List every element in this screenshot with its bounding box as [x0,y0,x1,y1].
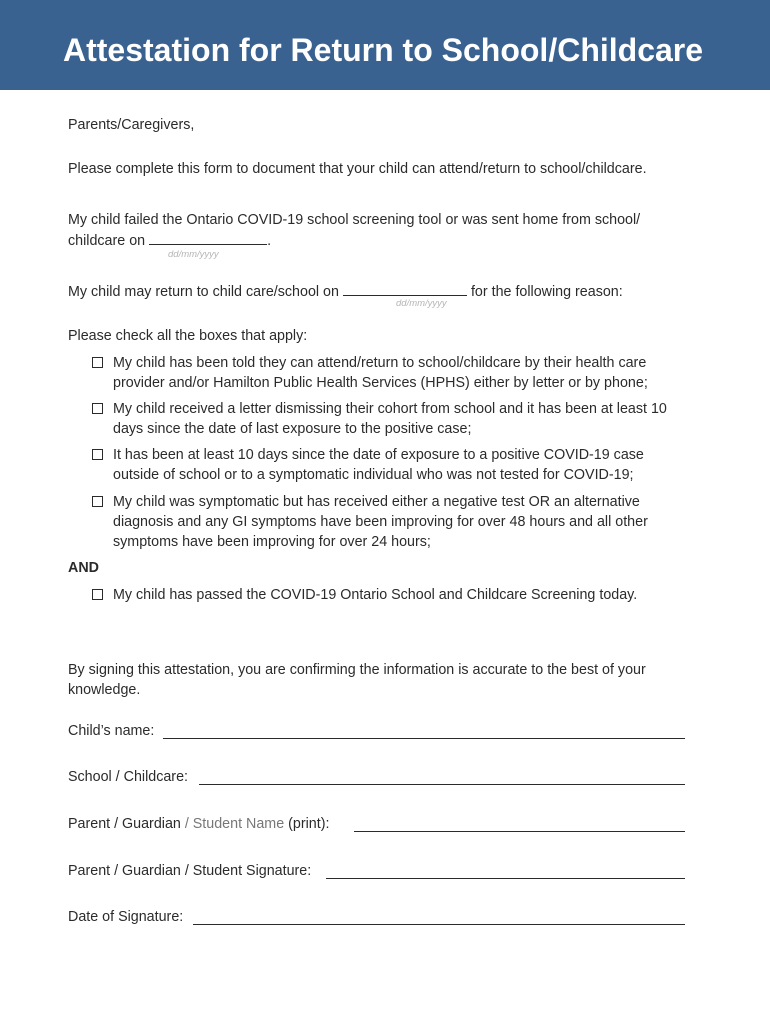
checklist-item-1-line-2: provider and/or Hamilton Public Health Services (HPHS) either by letter or by phone; [113,375,648,391]
return-line [68,281,623,302]
screening-line-1: My child failed the Ontario COVID-19 school screening tool or was sent home from school/ [68,212,641,228]
signature-label: Parent / Guardian / Student Signature: [68,863,312,879]
date-of-signature-label: Date of Signature: [68,909,184,925]
attestation-statement [68,660,708,700]
checkbox-2[interactable] [92,403,103,414]
checkbox-1[interactable] [92,357,103,368]
checkbox-5[interactable] [92,589,103,600]
checkbox-4[interactable] [92,496,103,507]
return-prefix: My child may return to child care/school on [68,284,339,300]
checklist-item-3-line-1: It has been at least 10 days since the date of exposure to a positive COVID-19 case [113,447,644,463]
screening-line-2 [68,230,271,251]
return-suffix: for the following reason: [470,284,623,300]
header-banner [0,0,770,90]
parent-name-label [68,814,329,834]
instruction: Please complete this form to document that your child can attend/return to school/childcare. [68,161,647,177]
and-label: AND [68,560,99,576]
checklist-item-4-line-2: diagnosis and any GI symptoms have been improving for over 48 hours and all other [113,514,648,530]
checklist-item-1-line-1: My child has been told they can attend/return to school/childcare by their health care [113,355,647,371]
date-of-signature-field[interactable] [193,924,685,925]
checklist-item-2-line-1: My child received a letter dismissing their cohort from school and it has been at least 10 [113,401,667,417]
checklist-item-2 [113,399,713,439]
checklist-item-4-line-3: symptoms have been improving for over 24 hours; [113,534,431,550]
signature-field[interactable] [326,878,685,879]
childs-name-field[interactable] [163,738,685,739]
school-label: School / Childcare: [68,769,188,785]
page-title: Attestation for Return to School/Childcare [63,32,704,68]
checklist-item-4-line-1: My child was symptomatic but has received either a negative test OR an alternative [113,494,640,510]
checklist-item-3-line-2: outside of school or to a symptomatic individual who was not tested for COVID-19; [113,467,634,483]
attestation-line-1: By signing this attestation, you are confirming the information is accurate to the best of your [68,662,646,678]
parent-name-field[interactable] [354,831,685,832]
attestation-line-2: knowledge. [68,682,141,698]
parent-name-label-c: (print): [284,816,330,832]
checklist-heading: Please check all the boxes that apply: [68,328,308,344]
screening-prefix: childcare on [68,233,146,249]
fail-date-field[interactable] [149,230,267,245]
school-field[interactable] [199,784,685,785]
checklist-item-2-line-2: days since the date of last exposure to the positive case; [113,421,472,437]
fail-date-hint: dd/mm/yyyy [168,249,219,260]
return-date-hint: dd/mm/yyyy [396,298,447,309]
final-checklist-item: My child has passed the COVID-19 Ontario School and Childcare Screening today. [113,587,638,603]
checklist-item-3 [113,445,713,485]
checklist-item-1 [113,353,713,393]
childs-name-label: Child’s name: [68,723,155,739]
return-date-field[interactable] [343,281,467,296]
screening-suffix: . [267,233,272,249]
parent-name-label-a: Parent / Guardian [68,816,181,832]
parent-name-label-b: / Student Name [180,816,285,832]
checklist-item-4 [113,492,713,552]
greeting: Parents/Caregivers, [68,117,195,133]
checkbox-3[interactable] [92,449,103,460]
